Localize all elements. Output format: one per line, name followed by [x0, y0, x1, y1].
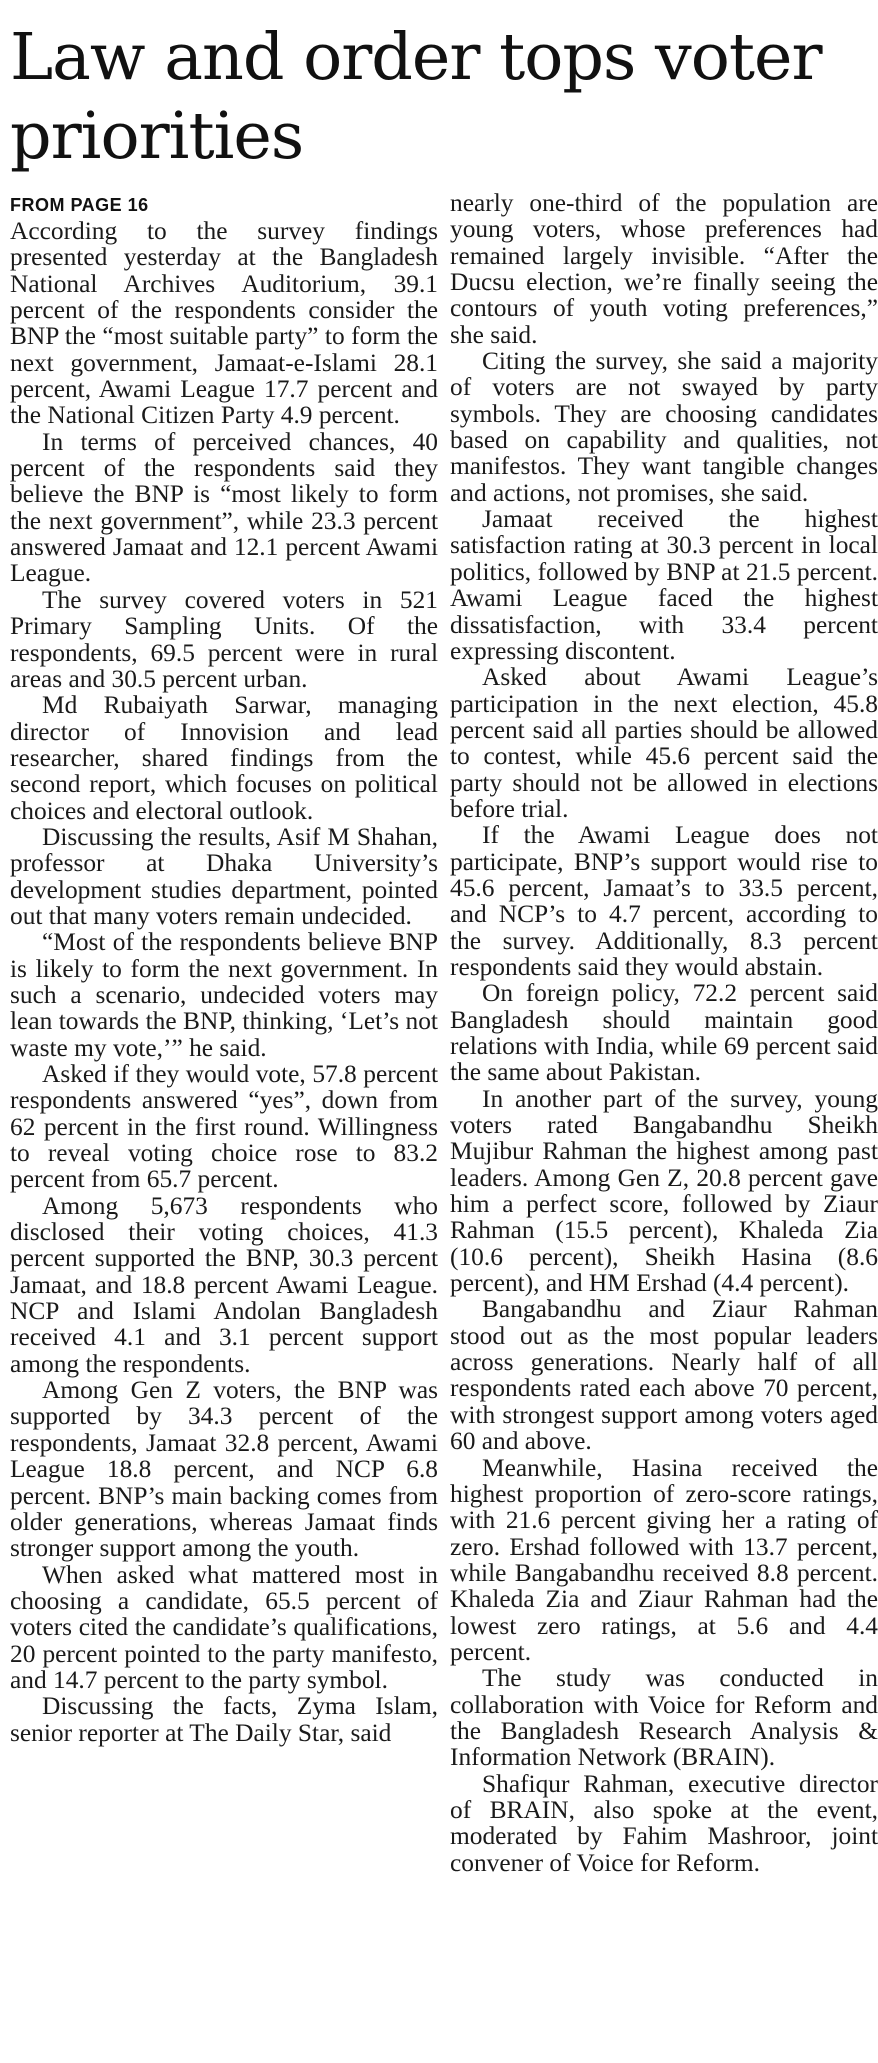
paragraph: When asked what mattered most in choosing a candidate, 65.5 percent of voters cited the candidate’s qualifications, 20 percent pointed to the party manifesto, and 14.7 percent to the party symbol.	[10, 1560, 438, 1694]
paragraph: In another part of the survey, young voters rated Bangabandhu Sheikh Mujibur Rahman the highest among past leaders. Among Gen Z, 20.8 percent gave him a perfect score, followed by Ziaur Rahman (15.5 percent), Khaleda Zia (10.6 percent), Sheikh Hasina (8.6 percent), and HM Ershad (4.4 percent).	[450, 1084, 878, 1298]
paragraph: Shafiqur Rahman, executive director of BRAIN, also spoke at the event, moderated by Fahim Mashroor, joint convener of Voice for Reform.	[450, 1769, 878, 1877]
paragraph: The survey covered voters in 521 Primary Sampling Units. Of the respondents, 69.5 percent were in rural areas and 30.5 percent urban.	[10, 585, 438, 693]
continuation-kicker: FROM PAGE 16	[10, 195, 149, 215]
paragraph: According to the survey findings presented yesterday at the Bangladesh National Archives Auditorium, 39.1 percent of the respondents consider the BNP the “most suitable party” to form the next government, Jamaat-e-Islami 28.1 percent, Awami League 17.7 percent and the National Citizen Party 4.9 percent.	[10, 217, 438, 430]
paragraph: nearly one-third of the population are young voters, whose preferences had remained largely invisible. “After the Ducsu election, we’re finally seeing the contours of youth voting preferences,” she said.	[450, 189, 878, 349]
article-column-right	[450, 190, 878, 1876]
paragraph: Citing the survey, she said a majority of voters are not swayed by party symbols. They are choosing candidates based on capability and qualities, not manifestos. They want tangible changes and actions, not promises, she said.	[450, 347, 878, 507]
paragraph: Asked if they would vote, 57.8 percent respondents answered “yes”, down from 62 percent in the first round. Willingness to reveal voting choice rose to 83.2 percent from 65.7 percent.	[10, 1060, 438, 1194]
paragraph: On foreign policy, 72.2 percent said Bangladesh should maintain good relations with India, while 69 percent said the same about Pakistan.	[450, 979, 878, 1087]
paragraph: Asked about Awami League’s participation in the next election, 45.8 percent said all parties should be allowed to contest, while 45.6 percent said the party should not be allowed in elections before trial.	[450, 663, 878, 823]
paragraph: Meanwhile, Hasina received the highest proportion of zero-score ratings, with 21.6 percent giving her a rating of zero. Ershad followed with 13.7 percent, while Bangabandhu received 8.8 percent. Khaleda Zia and Ziaur Rahman had the lowest zero ratings, at 5.6 and 4.4 percent.	[450, 1453, 878, 1666]
paragraph: Bangabandhu and Ziaur Rahman stood out as the most popular leaders across generations. Nearly half of all respondents rated each above 70 percent, with strongest support among voters aged 60 and above.	[450, 1295, 878, 1456]
headline: Law and order tops voter priorities	[10, 20, 822, 174]
paragraph: Among Gen Z voters, the BNP was supported by 34.3 percent of the respondents, Jamaat 32.8 percent, Awami League 18.8 percent, and NCP 6.8 percent. BNP’s main backing comes from older generations, whereas Jamaat finds stronger support among the youth.	[10, 1376, 438, 1563]
paragraph: Md Rubaiyath Sarwar, managing director of Innovision and lead researcher, shared findings from the second report, which focuses on political choices and electoral outlook.	[10, 691, 438, 825]
paragraph: In terms of perceived chances, 40 percent of the respondents said they believe the BNP is “most likely to form the next government”, while 23.3 percent answered Jamaat and 12.1 percent Awami League.	[10, 427, 438, 588]
paragraph: The study was conducted in collaboration with Voice for Reform and the Bangladesh Research Analysis & Information Network (BRAIN).	[450, 1664, 878, 1772]
paragraph: Among 5,673 respondents who disclosed their voting choices, 41.3 percent supported the BNP, 30.3 percent Jamaat, and 18.8 percent Awami League. NCP and Islami Andolan Bangladesh received 4.1 and 3.1 percent support among the respondents.	[10, 1191, 438, 1378]
paragraph: “Most of the respondents believe BNP is likely to form the next government. In such a scenario, undecided voters may lean towards the BNP, thinking, ‘Let’s not waste my vote,’” he said.	[10, 928, 438, 1062]
paragraph: If the Awami League does not participate, BNP’s support would rise to 45.6 percent, Jamaat’s to 33.5 percent, and NCP’s to 4.7 percent, according to the survey. Additionally, 8.3 percent respondents said they would abstain.	[450, 821, 878, 981]
paragraph: Discussing the facts, Zyma Islam, senior reporter at The Daily Star, said	[10, 1692, 438, 1747]
paragraph: Jamaat received the highest satisfaction rating at 30.3 percent in local politics, followed by BNP at 21.5 percent. Awami League faced the highest dissatisfaction, with 33.4 percent expressing discontent.	[450, 505, 878, 665]
paragraph: Discussing the results, Asif M Shahan, professor at Dhaka University’s development studies department, pointed out that many voters remain undecided.	[10, 822, 438, 930]
article-column-left	[10, 192, 438, 1746]
